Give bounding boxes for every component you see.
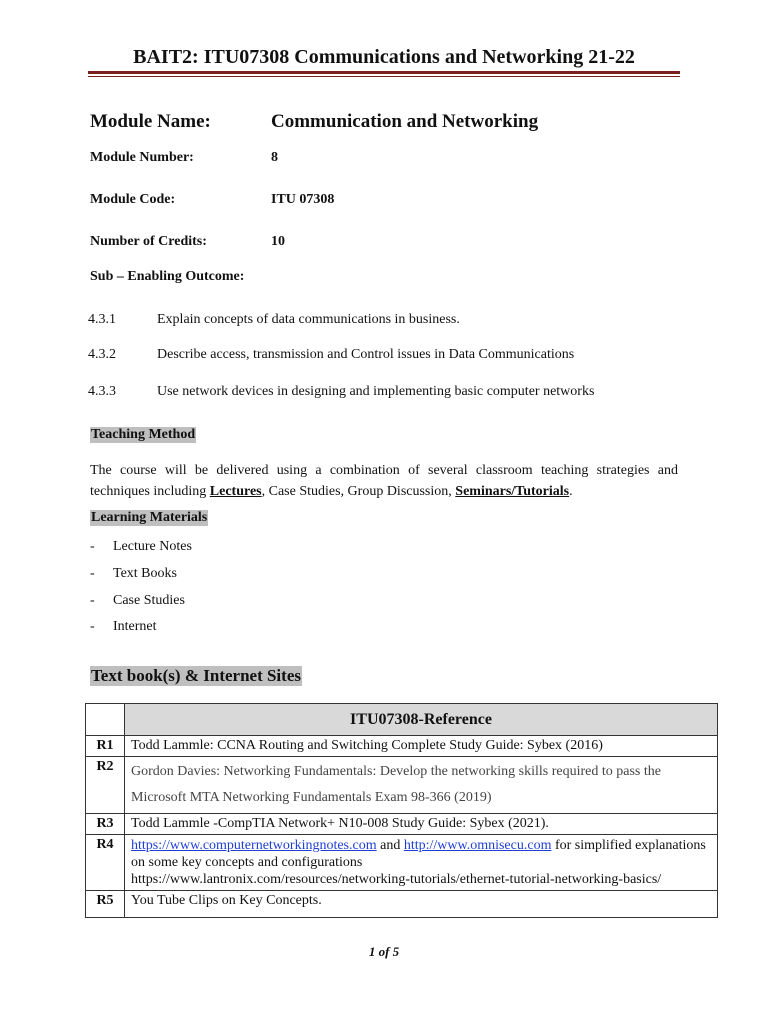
- module-code-label: Module Code:: [90, 192, 176, 207]
- outcome-number: 4.3.2: [88, 347, 116, 362]
- reference-id: R4: [86, 835, 125, 891]
- reference-text: You Tube Clips on Key Concepts.: [125, 891, 718, 918]
- table-row: [86, 835, 718, 891]
- table-row: [86, 736, 718, 757]
- reference-text: and: [376, 838, 404, 853]
- reference-text: Todd Lammle: CCNA Routing and Switching Complete Study Guide: Sybex (2016): [125, 736, 718, 757]
- learning-item: Case Studies: [113, 593, 185, 608]
- textbooks-heading: Text book(s) & Internet Sites: [91, 666, 301, 685]
- reference-text: Todd Lammle -CompTIA Network+ N10-008 Study Guide: Sybex (2021).: [125, 814, 718, 835]
- credits-label: Number of Credits:: [90, 234, 207, 249]
- module-code-value: ITU 07308: [271, 192, 335, 207]
- learning-item: Text Books: [113, 566, 177, 581]
- outcome-text: Use network devices in designing and implementing basic computer networks: [157, 384, 595, 399]
- computernetworkingnotes-link[interactable]: https://www.computernetworkingnotes.com: [131, 838, 377, 853]
- module-number-label: Module Number:: [90, 150, 194, 165]
- table-header-row: [86, 704, 718, 736]
- credits-value: 10: [271, 234, 285, 249]
- teaching-text: .: [569, 484, 573, 499]
- reference-id: R3: [86, 814, 125, 835]
- bullet-dash: -: [90, 593, 95, 608]
- page-number: 1 of 5: [368, 944, 400, 959]
- document-header-title: BAIT2: ITU07308 Communications and Networking 21-22: [133, 46, 635, 68]
- reference-id: R2: [86, 757, 125, 814]
- outcome-number: 4.3.3: [88, 384, 116, 399]
- omnisecu-link[interactable]: http://www.omnisecu.com: [403, 838, 552, 853]
- table-corner-cell: [86, 704, 125, 736]
- header-rule-thick: [88, 71, 680, 74]
- learning-item: Internet: [113, 619, 157, 634]
- outcome-number: 4.3.1: [88, 312, 116, 327]
- reference-links-cell: [125, 835, 718, 891]
- outcome-text: Describe access, transmission and Control issues in Data Communications: [157, 347, 575, 362]
- reference-id: R5: [86, 891, 125, 918]
- teaching-method-heading: Teaching Method: [91, 427, 196, 442]
- reference-id: R1: [86, 736, 125, 757]
- seminars-term: Seminars/Tutorials: [455, 484, 570, 499]
- reference-text: Gordon Davies: Networking Fundamentals: Develop the networking skills required to pass the Microsoft MTA Networking Fundamentals Exam 98-366 (2019): [125, 757, 718, 814]
- table-title: ITU07308-Reference: [125, 704, 718, 736]
- table-row: [86, 814, 718, 835]
- sub-outcome-label: Sub – Enabling Outcome:: [90, 269, 245, 284]
- header-rule-thin: [88, 76, 680, 77]
- module-number-value: 8: [271, 150, 278, 165]
- table-row: [86, 757, 718, 814]
- module-name-label: Module Name:: [90, 111, 211, 132]
- reference-table: [85, 703, 718, 918]
- reference-text: for simplified explanations on some key concepts and configurations: [131, 838, 706, 870]
- bullet-dash: -: [90, 539, 95, 554]
- outcome-text: Explain concepts of data communications in business.: [157, 312, 460, 327]
- lectures-term: Lectures: [209, 484, 262, 499]
- learning-item: Lecture Notes: [113, 539, 192, 554]
- teaching-text: The course will be delivered using a combination of several classroom teaching strategies and techniques including: [90, 463, 678, 499]
- module-name-value: Communication and Networking: [271, 111, 539, 132]
- learning-materials-heading: Learning Materials: [91, 510, 208, 525]
- bullet-dash: -: [90, 619, 95, 634]
- lantronix-url-text: https://www.lantronix.com/resources/networking-tutorials/ethernet-tutorial-networking-basics/: [131, 872, 662, 887]
- teaching-text: , Case Studies, Group Discussion,: [261, 484, 456, 499]
- teaching-method-paragraph: [90, 460, 678, 502]
- bullet-dash: -: [90, 566, 95, 581]
- table-row: [86, 891, 718, 918]
